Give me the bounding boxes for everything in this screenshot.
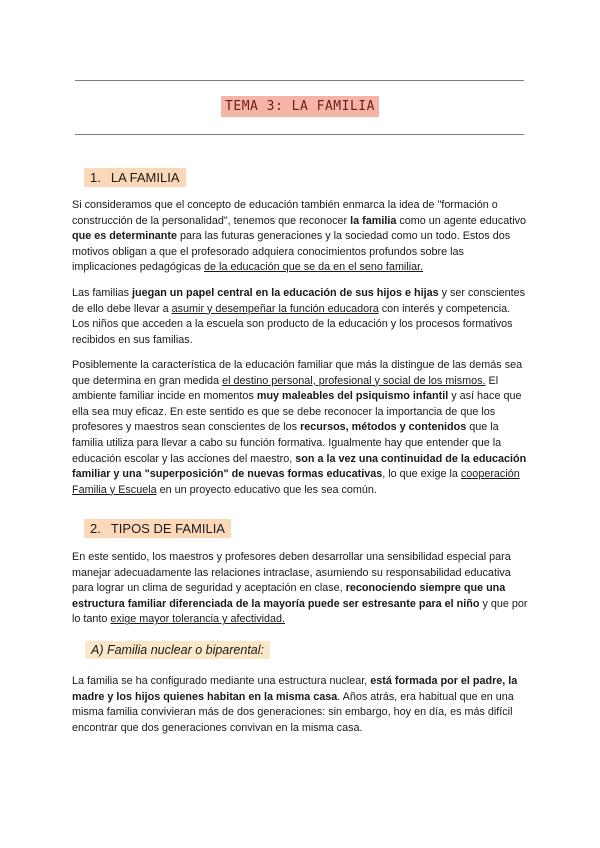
text-run: como un agente educativo — [396, 214, 526, 227]
section-heading-2 — [84, 519, 231, 538]
subsection-heading-a: A) Familia nuclear o biparental: — [85, 641, 270, 659]
paragraph-3 — [72, 358, 528, 498]
bold-run: juegan un papel central en la educación de sus hijos e hijas — [132, 287, 439, 299]
text-run: Si consideramos que el concepto de educación también enmarca la idea de "formación o construcción de la personalidad", tenemos que reconocer — [72, 199, 498, 227]
paragraph-1 — [72, 198, 528, 276]
text-run: . Años atrás, era habitual que en una misma familia convivieran más de dos generaciones: sin embargo, hoy en día, es más difícil encontrar que dos generaciones convivan en la misma casa. — [72, 690, 514, 734]
text-run: que la familia utiliza para llevar a cabo su función formativa. Igualmente hay que entender que la educación escolar y las acciones del maestro, — [72, 421, 502, 465]
top-rule — [75, 80, 524, 81]
bold-run: la familia — [350, 214, 397, 227]
bold-run: son a la vez una continuidad de la educación familiar y una "superposición" de nuevas formas educativas — [72, 452, 527, 481]
text-run: y así hace que ella sea muy eficaz. En este sentido es que se debe reconocer la importancia de que los profesores y maestros sean conscientes de los — [72, 390, 522, 434]
text-run: Las familias — [72, 287, 133, 299]
underlined-run: cooperación Familia y Escuela — [72, 468, 520, 496]
underlined-run: asumir y desempeñar la función educadora — [171, 302, 379, 315]
paragraph-4 — [72, 550, 528, 628]
paragraph-2 — [72, 286, 528, 348]
text-run: Posiblemente la característica de la educación familiar que más la distingue de las demás sea que determina en gran medida — [72, 359, 523, 387]
paragraph-5 — [72, 674, 528, 736]
bold-run: que es determinante — [72, 230, 178, 243]
bold-run: muy maleables del psiquismo infantil — [256, 390, 449, 403]
text-run: en un proyecto educativo que les sea común. — [156, 483, 377, 496]
title-container — [0, 96, 600, 117]
section-number: 2. — [90, 521, 101, 536]
section-heading-1 — [84, 168, 186, 187]
underlined-run: el destino personal, profesional y social de los mismos. — [222, 374, 486, 387]
text-run: con interés y competencia. Los niños que acceden a la escuela son producto de la educación y los procesos formativos recibidos en sus familias. — [72, 302, 513, 346]
text-run: El ambiente familiar incide en momentos — [72, 374, 499, 403]
text-run: , lo que exige la — [382, 468, 461, 481]
section-label: LA FAMILIA — [110, 170, 180, 185]
underlined-run: de la educación que se da en el seno familiar. — [204, 261, 424, 274]
text-run: En este sentido, los maestros y profesores deben desarrollar una sensibilidad especial para manejar adecuadamente las relaciones intraclase, asumiendo su responsabilidad educativa para lograr un clima de seguridad y aceptación en clase, — [72, 551, 511, 595]
bold-run: reconociendo siempre que una estructura familiar diferenciada de la mayoría puede ser estresante para el niño — [72, 582, 506, 610]
text-run: La familia se ha configurado mediante una estructura nuclear, — [72, 675, 371, 687]
text-run: para las futuras generaciones y la sociedad como un todo. Estos dos motivos obligan a que el profesorado adquiera conocimientos profundos sobre las implicaciones pedagógicas — [72, 230, 511, 274]
section-number: 1. — [90, 170, 101, 185]
page-title: TEMA 3: LA FAMILIA — [221, 96, 379, 117]
bold-run: recursos, métodos y contenidos — [300, 421, 467, 434]
title-bottom-rule — [75, 134, 524, 135]
section-label: TIPOS DE FAMILIA — [110, 521, 225, 536]
bold-run: está formada por el padre, la madre y los hijos quienes habitan en la misma casa — [72, 675, 518, 703]
underlined-run: exige mayor tolerancia y afectividad. — [110, 613, 286, 626]
text-run: y ser conscientes de ello debe llevar a — [72, 287, 526, 315]
text-run: y que por lo tanto — [72, 597, 528, 626]
